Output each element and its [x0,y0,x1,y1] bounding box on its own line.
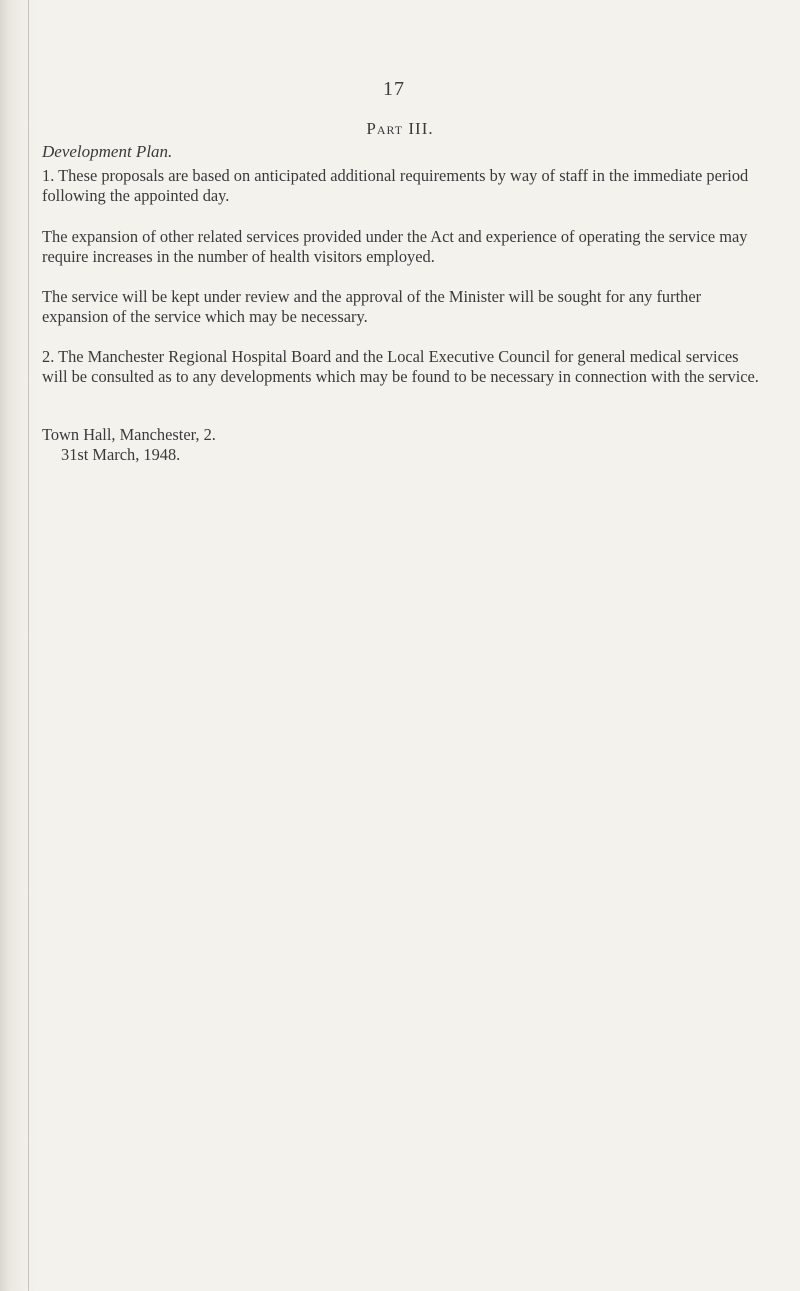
part-heading: Part III. [366,119,434,138]
section-heading: Development Plan. [42,142,173,161]
paragraph-3: The service will be kept under review and the approval of the Minister will be sought for any further expansion of the service which may be necessary. [42,287,702,326]
paragraph-2: The expansion of other related services provided under the Act and experience of operating the service may require increases in the number of health visitors employed. [42,227,748,266]
paragraph-1: 1. These proposals are based on anticipated additional requirements by way of staff in the immediate period following the appointed day. [42,166,749,205]
page-binding-edge [0,0,38,1291]
address-line-1: Town Hall, Manchester, 2. [42,425,216,444]
address-date: 31st March, 1948. [61,445,181,464]
page-number: 17 [383,78,405,100]
paragraph-4: 2. The Manchester Regional Hospital Board and the Local Executive Council for general medical services will be consulted as to any developments which may be found to be necessary in connection with the service. [42,347,759,386]
binding-shadow-line [28,0,29,1291]
address-block [42,425,216,465]
